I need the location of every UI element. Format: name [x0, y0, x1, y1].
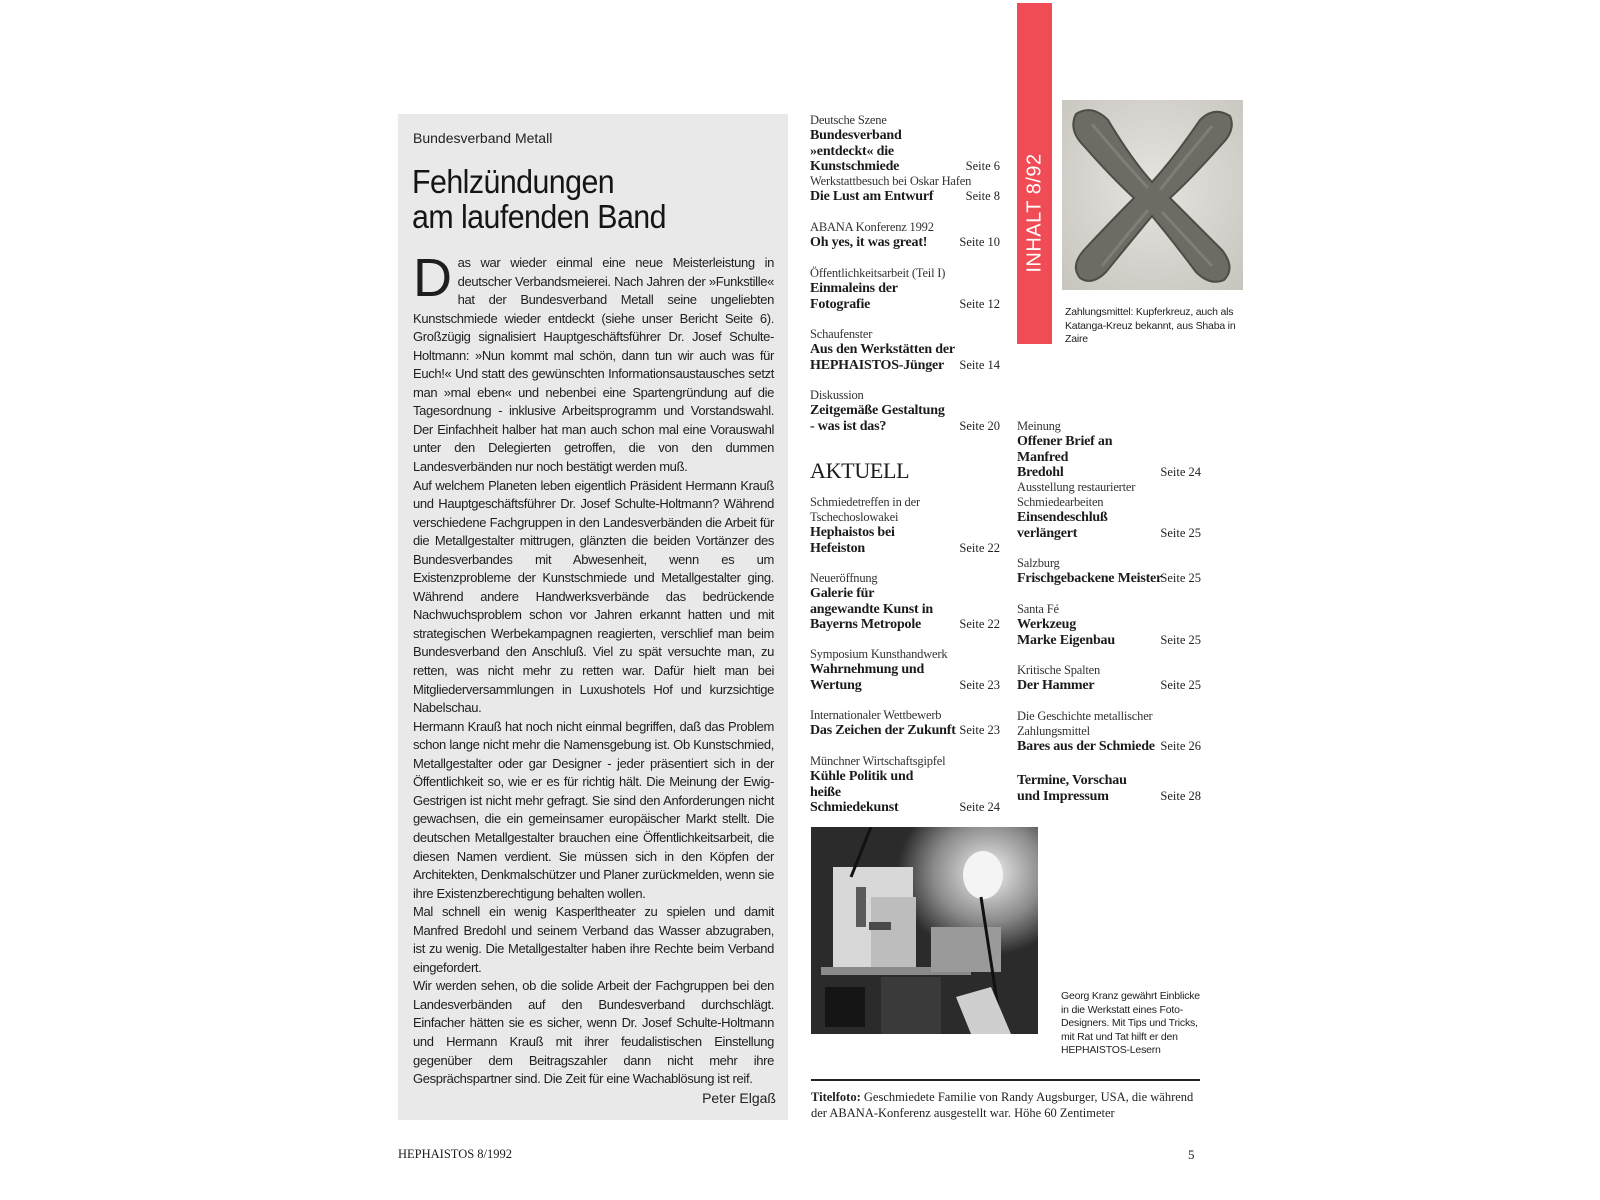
toc-page: Seite 23 [959, 723, 1000, 737]
copper-cross-image [1062, 100, 1243, 290]
toc-category: Diskussion [810, 388, 864, 402]
toc-title: Termine, Vorschau und Impressum [1017, 773, 1127, 804]
toc-title: Zeitgemäße Gestaltung - was ist das? [810, 403, 945, 434]
cross-photo-caption: Zahlungsmittel: Kupferkreuz, auch als Katanga-Kreuz bekannt, aus Shaba in Zaire [1065, 306, 1236, 345]
toc-page: Seite 10 [959, 235, 1000, 249]
toc-page: Seite 26 [1160, 739, 1201, 753]
toc-entry[interactable] [810, 708, 1000, 739]
toc-category: Santa Fé [1017, 602, 1059, 616]
toc-category: Meinung [1017, 419, 1061, 433]
toc-entry[interactable] [810, 174, 1000, 205]
toc-entry[interactable] [810, 327, 1000, 373]
toc-category: ABANA Konferenz 1992 [810, 220, 934, 234]
toc-title: Die Lust am Entwurf [810, 189, 934, 204]
toc-title: Einmaleins der Fotografie [810, 281, 898, 312]
toc-page: Seite 24 [959, 800, 1000, 814]
editorial-headline [412, 164, 666, 234]
footer-magazine-name: HEPHAISTOS 8/1992 [398, 1147, 513, 1161]
toc-title: Kühle Politik und heiße Schmiedekunst [810, 769, 914, 815]
toc-category: Internationaler Wettbewerb [810, 708, 942, 722]
toc-title: Der Hammer [1017, 678, 1095, 693]
toc-page: Seite 12 [959, 296, 1000, 311]
toc-page: Seite 8 [965, 189, 1000, 203]
copper-cross-photo [1062, 100, 1243, 290]
drop-cap: D [413, 248, 452, 308]
toc-page: Seite 25 [1160, 525, 1201, 540]
toc-title: Galerie für angewandte Kunst in Bayerns Metropole [810, 586, 934, 632]
toc-page: Seite 25 [1160, 678, 1201, 692]
editorial-paragraph: Das war wieder einmal eine neue Meisterleistung in deutscher Verbandsmeierei. Nach Jahren der »Funkstille« hat der Bundesverband Metall seine ungeliebten Kunstschmiede wieder entdeckt (siehe unser Bericht Seite 6). Großzügig signalisiert Hauptgeschäftsführer Dr. Josef Schulte-Holtmann: »Nun kommt mal schön, dann tun wir auch was für Euch!« Und statt des gewünschten Informationsaustausches setzt man »mal eben« und nebenbei eine Spartengründung auf die Tagesordnung - inklusive Arbeitsprogramm und Vorstandswahl. Der Einfachheit halber hat man auch schon mal eine Vorauswahl unter den Delegierten getroffen, die von den dummen Landesverbänden nur noch bestätigt werden muß. [413, 248, 774, 475]
toc-page: Seite 14 [959, 357, 1000, 372]
toc-category: Die Geschichte metallischer Zahlungsmittel [1017, 709, 1153, 738]
toc-entry[interactable] [1017, 663, 1201, 694]
headline-line-2: am laufenden Band [412, 198, 666, 235]
headline-line-1: Fehlzündungen [412, 163, 615, 200]
studio-photo [811, 827, 1038, 1034]
toc-entry[interactable] [810, 647, 1000, 693]
toc-category: Münchner Wirtschaftsgipfel [810, 754, 946, 768]
toc-entry[interactable] [810, 495, 1000, 556]
editorial-paragraph: Hermann Krauß hat noch nicht einmal begriffen, daß das Problem schon lange nicht mehr die Namensgebung ist. Ob Kunstschmied, Metallgestalter oder gar Designer - jeder präsentiert sich in der Öffentlichkeit so, wie er es für richtig hält. Die Meinung der Ewig-Gestrigen ist nicht mehr gefragt. Sie sind den Anforderungen nicht gewachsen, die ein gemeinsamer europäischer Markt stellt. Die deutschen Metallgestalter brauchen eine Öffentlichkeitsarbeit, die diesen Namen verdient. Sie müssen sich in den Köpfen der Architekten, Denkmalschützer und Planer zurückmelden, wenn sie ihre Existenzberechtigung behalten wollen. [413, 718, 774, 901]
editorial-paragraph: Mal schnell ein wenig Kasperltheater zu spielen und damit Manfred Bredohl und seinem Verband das Wasser abzugraben, ist zu wenig. Die Metallgestalter haben ihre Rechte beim Verband eingefordert. [413, 904, 774, 975]
caption-divider [811, 1079, 1200, 1081]
toc-title: Bares aus der Schmiede [1017, 739, 1155, 754]
toc-entry[interactable] [1017, 709, 1201, 755]
toc-page: Seite 20 [959, 418, 1000, 433]
toc-category: Ausstellung restaurierter Schmiedearbeiten [1017, 480, 1136, 509]
studio-photo-caption: Georg Kranz gewährt Einblicke in die Werkstatt eines Foto-Designers. Mit Tips und Tricks, mit Rat und Tat hilft er den HEPHAISTOS-Lesern [1061, 990, 1200, 1056]
toc-title: Bundesverband »entdeckt« die Kunstschmiede [810, 128, 902, 174]
editorial-paragraph: Auf welchem Planeten leben eigentlich Präsident Hermann Krauß und Hauptgeschäftsführer Dr. Josef Schulte-Holtmann? Während verschiedene Fachgruppen in den Landesverbänden die Arbeit für die Metallgestalter mittrugen, glänzten die beiden Vortänzer des Bundesverbandes mit Abwesenheit, wenn es um Existenzprobleme der Kunstschmiede und Metallgestalter ging. Während andere Handwerksverbände das bedrückende Nachwuchsproblem schon vor Jahren erkannt hatten und mit strategischen Werbekampagnen reagierten, verschlief man beim Bundesverband den Anschluß. Viel zu spät versuchte man, zu retten, was nicht mehr zu retten war. Dafür hielt man bei Mitgliederversammlungen in Luxushotels Hof und kurzsichtige Nabelschau. [413, 477, 774, 716]
toc-title: Oh yes, it was great! [810, 235, 928, 250]
toc-entry[interactable] [1017, 602, 1201, 648]
toc-entry[interactable] [810, 113, 1000, 175]
toc-title: Frischgebackene Meister [1017, 571, 1163, 586]
toc-entry[interactable] [1017, 480, 1201, 541]
toc-page: Seite 25 [1160, 632, 1201, 647]
editorial-kicker: Bundesverband Metall [413, 130, 553, 146]
toc-category: Symposium Kunsthandwerk [810, 647, 948, 661]
toc-category: Salzburg [1017, 556, 1060, 570]
toc-page: Seite 22 [959, 540, 1000, 555]
issue-band-label: INHALT 8/92 [1023, 153, 1045, 273]
toc-page: Seite 22 [959, 617, 1000, 631]
toc-page: Seite 25 [1160, 571, 1201, 585]
editorial-paragraph: Wir werden sehen, ob die solide Arbeit der Fachgruppen bei den Landesverbänden auf den Bundesverband durchschlägt. Einfacher hätten sie es sicher, wenn Dr. Josef Schulte-Holtmann und Hermann Krauß mit ihrer feudalistischen Einstellung gegenüber dem Beitragszahler dann nicht mehr ihre Gesprächspartner sind. Die Zeit für eine Wachablösung ist reif. [413, 978, 774, 1087]
footer-page-number: 5 [1188, 1147, 1195, 1162]
issue-band [1017, 3, 1052, 344]
toc-category: Kritische Spalten [1017, 663, 1101, 677]
cover-photo-caption [811, 1090, 1200, 1121]
toc-page: Seite 6 [965, 159, 1000, 173]
toc-category: Schmiedetreffen in der Tschechoslowakei [810, 495, 920, 524]
toc-category: Werkstattbesuch bei Oskar Hafen [810, 174, 972, 188]
toc-page: Seite 23 [959, 677, 1000, 692]
toc-category: Deutsche Szene [810, 113, 887, 127]
cover-caption-label: Titelfoto: [811, 1090, 861, 1104]
toc-page: Seite 28 [1160, 788, 1201, 803]
toc-title: Hephaistos bei Hefeiston [810, 525, 895, 556]
toc-title: Werkzeug Marke Eigenbau [1017, 617, 1115, 648]
toc-category: Schaufenster [810, 327, 873, 341]
editorial-box [398, 114, 788, 1120]
toc-title: Einsendeschluß verlängert [1017, 510, 1108, 541]
toc-entry[interactable] [810, 266, 1000, 312]
section-heading-aktuell: AKTUELL [810, 458, 910, 483]
toc-entry[interactable] [810, 571, 1000, 633]
toc-title: Aus den Werkstätten der HEPHAISTOS-Jünger [810, 342, 955, 373]
studio-image [811, 827, 1038, 1034]
toc-page: Seite 24 [1160, 465, 1201, 479]
toc-entry[interactable] [1017, 773, 1201, 804]
toc-entry[interactable] [810, 388, 1000, 434]
toc-entry[interactable] [1017, 419, 1201, 481]
toc-title: Wahrnehmung und Wertung [810, 662, 925, 693]
toc-title: Das Zeichen der Zukunft [810, 723, 956, 738]
toc-category: Neueröffnung [810, 571, 878, 585]
toc-entry[interactable] [810, 220, 1000, 251]
toc-title: Offener Brief an Manfred Bredohl [1017, 434, 1113, 480]
toc-entry[interactable] [1017, 556, 1201, 587]
editorial-body [413, 248, 774, 1089]
cover-caption-text: Geschmiedete Familie von Randy Augsburger, USA, die während der ABANA-Konferenz ausgestellt war. Höhe 60 Zentimeter [811, 1090, 1194, 1120]
editorial-author: Peter Elgaß [702, 1090, 776, 1106]
toc-entry[interactable] [810, 754, 1000, 816]
toc-category: Öffentlichkeitsarbeit (Teil I) [810, 266, 946, 280]
